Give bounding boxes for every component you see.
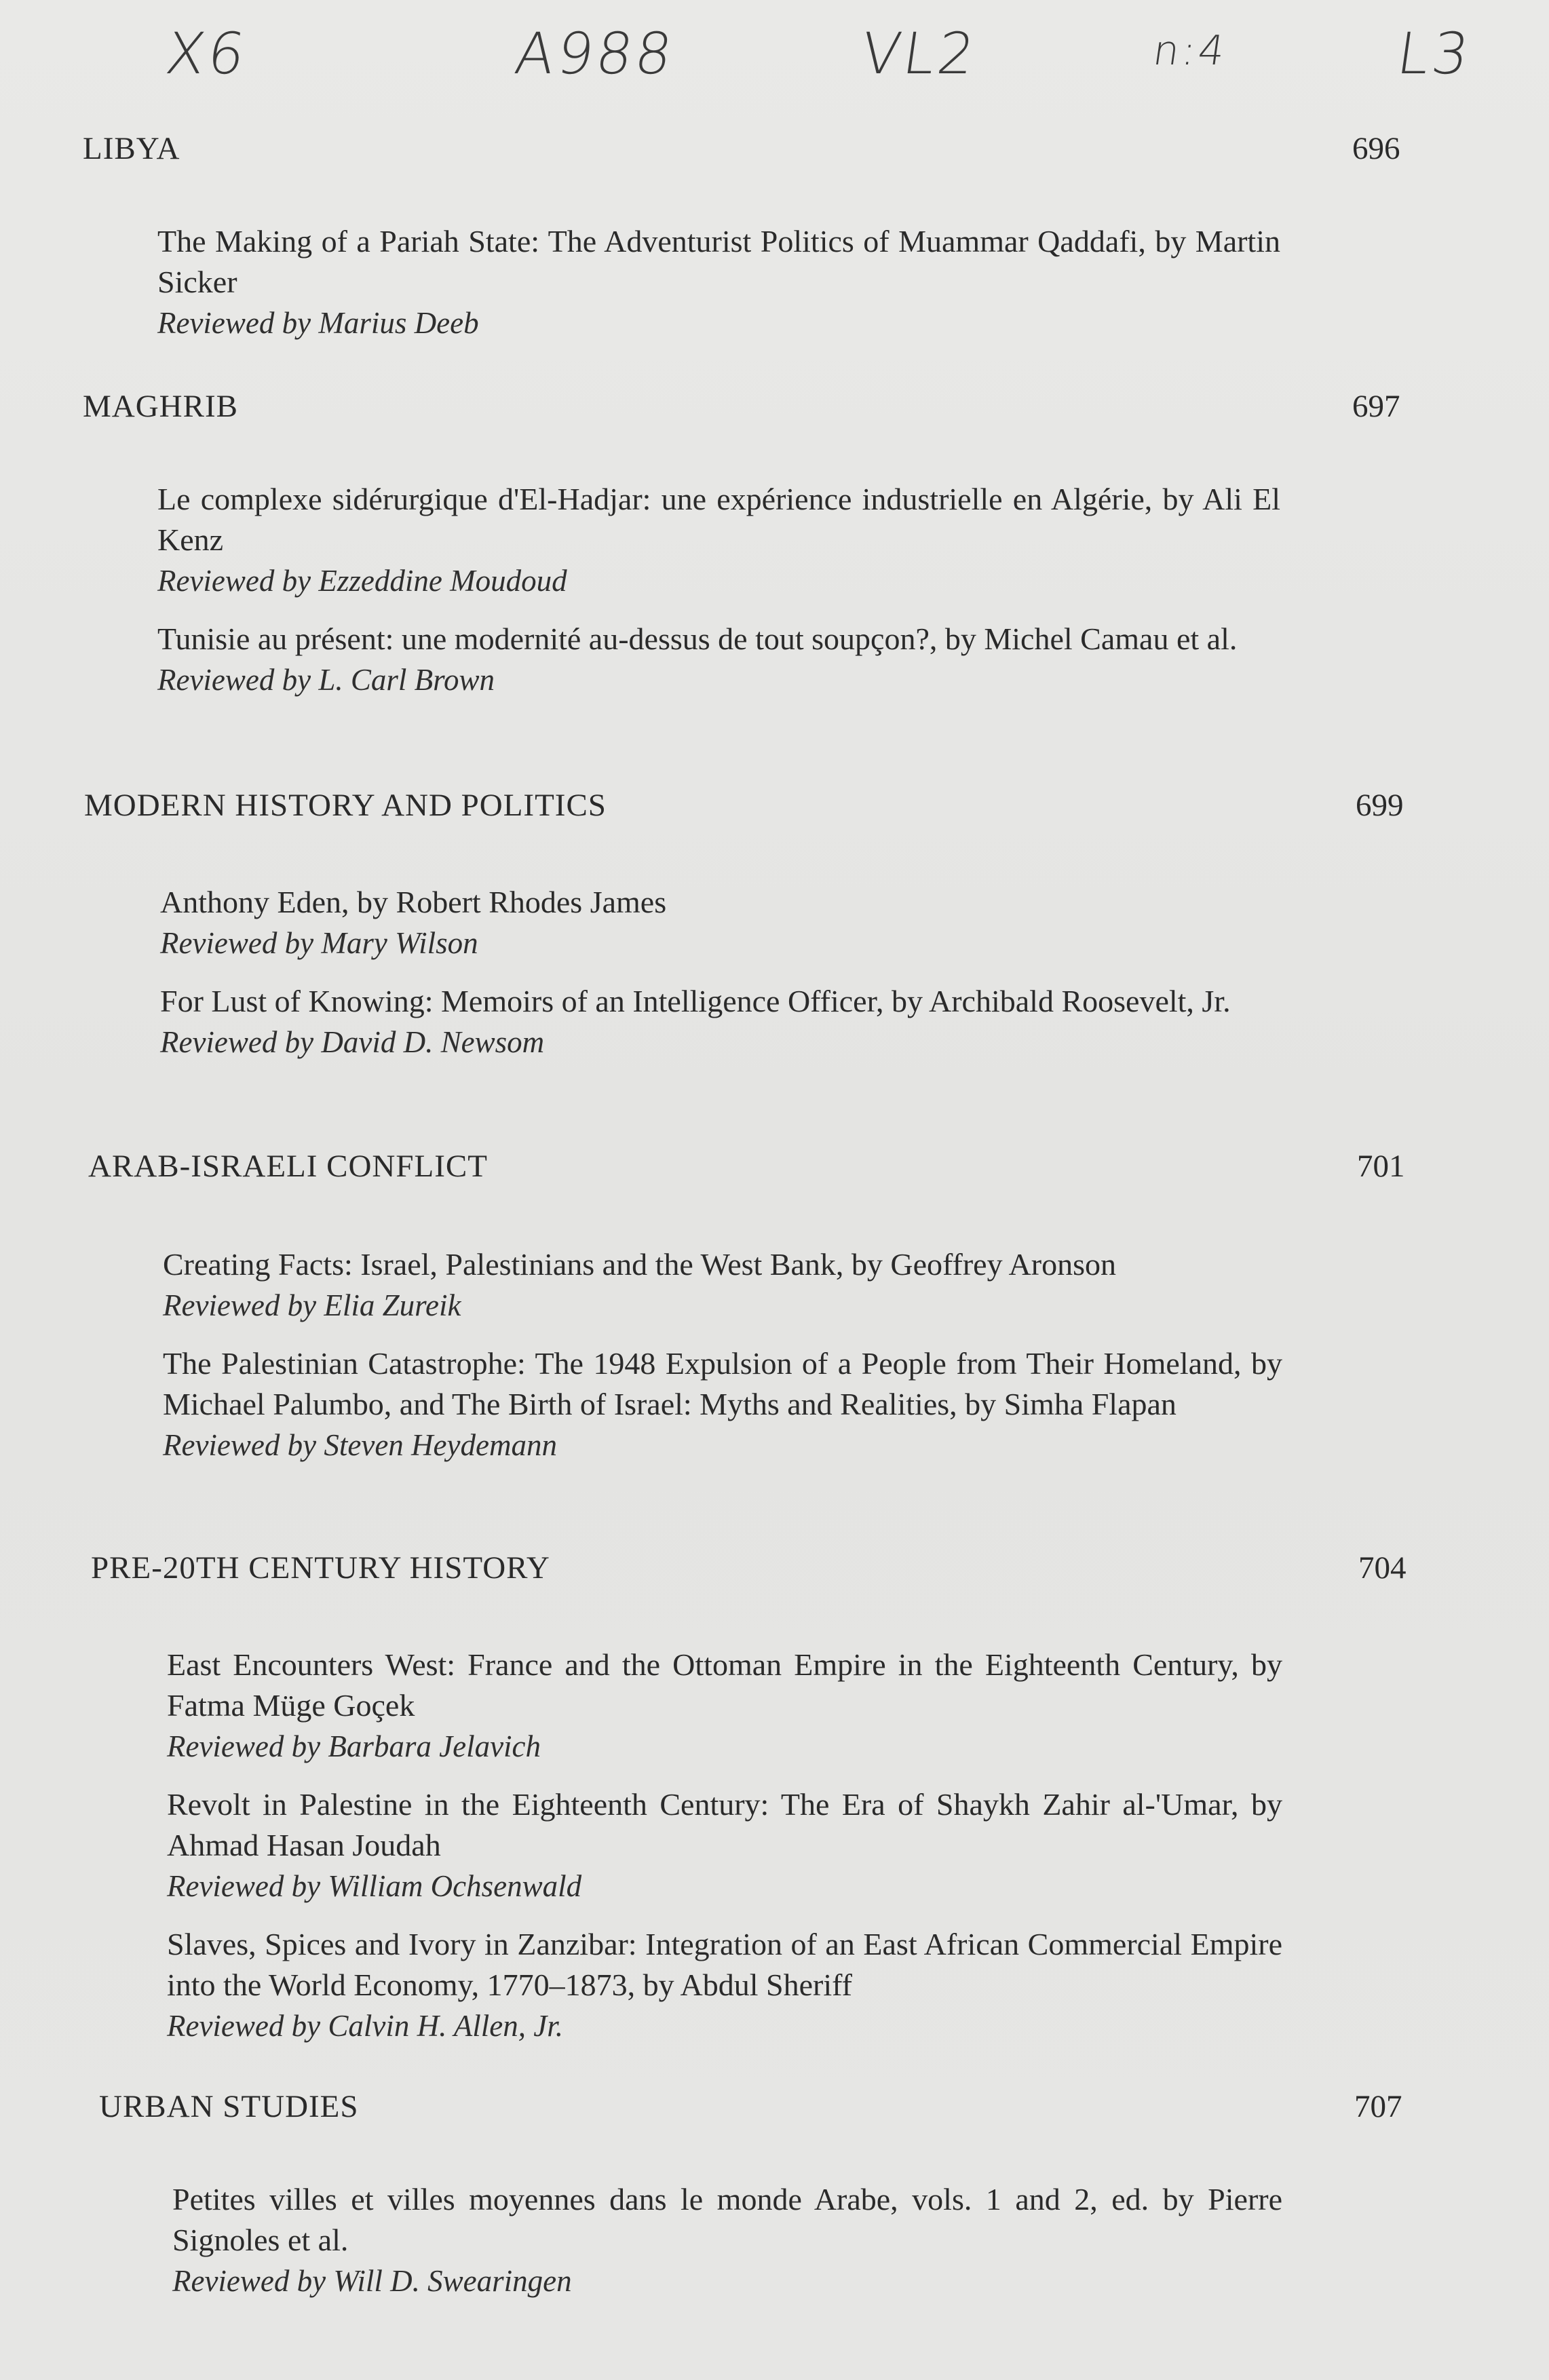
- handwritten-note: n:4: [1150, 27, 1231, 75]
- section-page-number: 707: [1354, 2089, 1402, 2124]
- book-title: Revolt in Palestine in the Eighteenth Century: The Era of Shaykh Zahir al-'Umar, by Ahmad Hasan Joudah: [167, 1787, 1282, 1862]
- reviewer: Reviewed by Barbara Jelavich: [167, 1729, 541, 1763]
- review-entry: [163, 1244, 1282, 1326]
- review-entry: [167, 1645, 1282, 1767]
- reviewer: Reviewed by Marius Deeb: [157, 306, 479, 340]
- review-entry: [172, 2179, 1282, 2301]
- section-title: MAGHRIB: [83, 389, 238, 424]
- section-page-number: 701: [1357, 1149, 1405, 1184]
- book-title: Le complexe sidérurgique d'El-Hadjar: une expérience industrielle en Algérie, by Ali El Kenz: [157, 482, 1280, 557]
- book-title: The Making of a Pariah State: The Adventurist Politics of Muammar Qaddafi, by Martin Sicker: [157, 224, 1280, 299]
- book-title: Anthony Eden, by Robert Rhodes James: [160, 885, 667, 919]
- handwritten-note: L3: [1393, 20, 1476, 87]
- review-entry: [160, 981, 1282, 1062]
- book-title: Slaves, Spices and Ivory in Zanzibar: Integration of an East African Commercial Empire into the World Economy, 1770–1873, by Abdul Sheriff: [167, 1927, 1282, 2002]
- book-title: Petites villes et villes moyennes dans le monde Arabe, vols. 1 and 2, ed. by Pierre Signoles et al.: [172, 2182, 1282, 2257]
- handwritten-note: A988: [511, 20, 679, 87]
- reviewer: Reviewed by Steven Heydemann: [163, 1428, 557, 1462]
- book-title: The Palestinian Catastrophe: The 1948 Expulsion of a People from Their Homeland, by Michael Palumbo, and The Birth of Israel: Myths and Realities, by Simha Flapan: [163, 1346, 1282, 1421]
- reviewer: Reviewed by Calvin H. Allen, Jr.: [167, 2009, 564, 2043]
- reviewer: Reviewed by Elia Zureik: [163, 1288, 461, 1322]
- review-entry: [157, 619, 1280, 700]
- book-title: East Encounters West: France and the Ottoman Empire in the Eighteenth Century, by Fatma Müge Goçek: [167, 1647, 1282, 1723]
- handwritten-notes: [0, 20, 1549, 95]
- review-entry: [167, 1924, 1282, 2046]
- review-entry: [167, 1784, 1282, 1906]
- book-title: Tunisie au présent: une modernité au-dessus de tout soupçon?, by Michel Camau et al.: [157, 621, 1238, 656]
- section-page-number: 704: [1358, 1550, 1407, 1586]
- reviewer: Reviewed by L. Carl Brown: [157, 663, 495, 697]
- section-page-number: 696: [1352, 131, 1400, 166]
- reviewer: Reviewed by Mary Wilson: [160, 926, 478, 960]
- review-entry: [160, 882, 1282, 963]
- section-title: LIBYA: [83, 131, 180, 166]
- handwritten-note: VL2: [857, 20, 982, 87]
- section-title: PRE-20TH CENTURY HISTORY: [91, 1550, 550, 1586]
- reviewer: Reviewed by Will D. Swearingen: [172, 2264, 572, 2298]
- reviewer: Reviewed by Ezzeddine Moudoud: [157, 564, 567, 598]
- review-entry: [157, 221, 1280, 343]
- section-title: MODERN HISTORY AND POLITICS: [84, 788, 607, 823]
- section-page-number: 697: [1352, 389, 1400, 424]
- reviewer: Reviewed by William Ochsenwald: [167, 1869, 582, 1903]
- section-page-number: 699: [1356, 788, 1404, 823]
- review-entry: [157, 479, 1280, 601]
- review-entry: [163, 1343, 1282, 1465]
- handwritten-note: X6: [161, 20, 252, 87]
- book-title: Creating Facts: Israel, Palestinians and the West Bank, by Geoffrey Aronson: [163, 1247, 1116, 1282]
- reviewer: Reviewed by David D. Newsom: [160, 1025, 545, 1059]
- section-title: ARAB-ISRAELI CONFLICT: [88, 1149, 488, 1184]
- section-title: URBAN STUDIES: [99, 2089, 359, 2124]
- book-title: For Lust of Knowing: Memoirs of an Intelligence Officer, by Archibald Roosevelt, Jr.: [160, 984, 1231, 1018]
